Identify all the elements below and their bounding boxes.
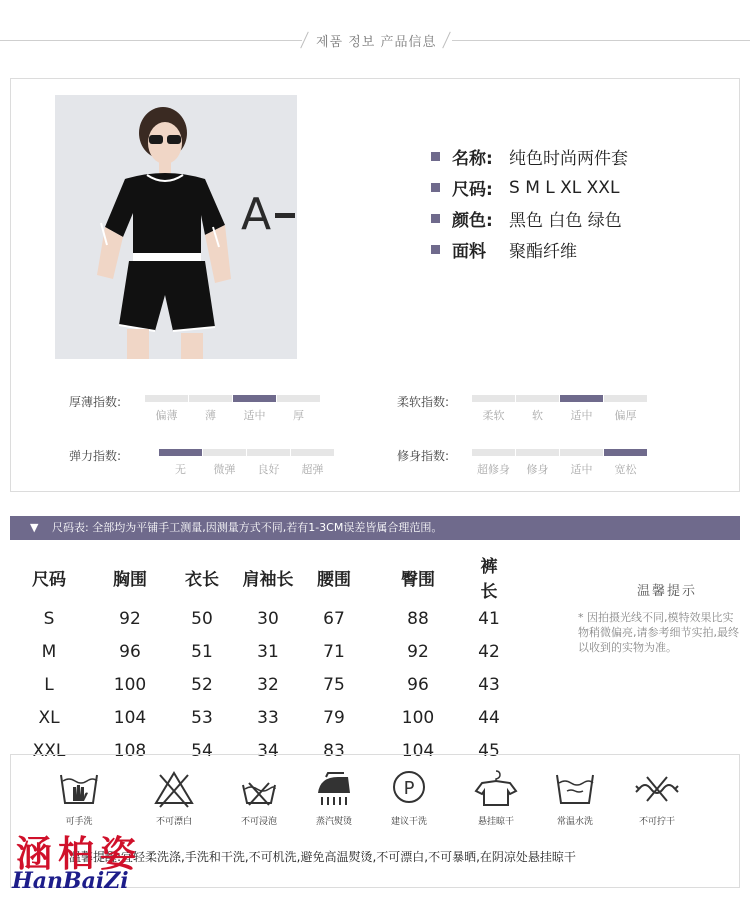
spec-value: S M L XL XXL [509, 177, 620, 198]
no-bleach-icon [152, 769, 196, 809]
spec-row-color [431, 203, 628, 234]
table-cell: 100 [113, 674, 147, 695]
index-bar [516, 395, 559, 402]
softness-index-label: 柔软指数: [397, 395, 450, 409]
table-cell: 52 [191, 674, 213, 695]
product-info-panel [10, 78, 740, 492]
table-row [14, 701, 502, 734]
index-bar [233, 395, 276, 402]
index-option-label: 良好 [257, 463, 280, 476]
table-cell: M [41, 641, 57, 662]
table-cell: XXL [32, 740, 66, 761]
col-header: 衣长 [185, 569, 219, 590]
tips-body: * 因拍摄光线不同,模特效果比实物稍微偏亮,请参考细节实拍,最终以收到的实物为准。 [578, 611, 739, 654]
table-cell: XL [38, 707, 60, 728]
fit-index-scale [472, 449, 648, 477]
index-option-label: 厚 [293, 409, 304, 422]
table-row [14, 668, 502, 701]
index-bar [560, 449, 603, 456]
index-option [604, 395, 647, 423]
index-option [291, 449, 334, 477]
index-bar [604, 449, 647, 456]
care-label: 蒸汽熨烫 [315, 817, 352, 827]
table-cell: 54 [191, 740, 213, 761]
table-cell: 79 [323, 707, 345, 728]
spec-row-name [431, 141, 628, 172]
size-chart-banner [10, 516, 740, 540]
table-row [14, 602, 502, 635]
table-cell: 34 [257, 740, 279, 761]
header-slash-right [442, 32, 451, 49]
index-bar [277, 395, 320, 402]
header-title: 제품 정보 产品信息 [316, 35, 437, 50]
care-label: 常温水洗 [556, 817, 593, 827]
table-cell: 53 [191, 707, 213, 728]
header-divider-right [452, 40, 750, 41]
index-bar [516, 449, 559, 456]
spec-value: 聚酯纤维 [509, 242, 577, 262]
index-option [472, 395, 515, 423]
table-cell: 42 [478, 641, 500, 662]
index-option-label: 薄 [205, 409, 216, 422]
spec-list [431, 141, 628, 265]
table-cell: 92 [119, 608, 141, 629]
care-label: 建议干洗 [390, 817, 427, 827]
hang-dry-icon [474, 769, 518, 809]
section-header [0, 28, 750, 52]
index-bar [472, 395, 515, 402]
care-item-hang-dry [456, 769, 536, 827]
product-photo [55, 95, 297, 359]
table-cell: 100 [401, 707, 435, 728]
index-option [203, 449, 246, 477]
index-option-label: 适中 [570, 409, 593, 422]
index-option [233, 395, 276, 423]
index-option [277, 395, 320, 423]
care-item-no-bleach [134, 769, 214, 827]
softness-index-scale [472, 395, 648, 423]
index-option [516, 395, 559, 423]
index-option-label: 偏厚 [614, 409, 637, 422]
index-option-label: 软 [532, 409, 543, 422]
care-label: 可手洗 [65, 817, 93, 827]
index-option-label: 超修身 [477, 463, 510, 476]
table-cell: 32 [257, 674, 279, 695]
size-table [14, 552, 502, 767]
brand-logo [6, 826, 206, 896]
index-option-label: 柔软 [482, 409, 505, 422]
elasticity-index-label: 弹力指数: [69, 449, 122, 463]
index-option [247, 449, 290, 477]
hand-wash-icon [57, 769, 101, 809]
table-cell: 104 [113, 707, 147, 728]
table-cell: 96 [119, 641, 141, 662]
index-option [560, 395, 603, 423]
index-option-label: 无 [175, 463, 186, 476]
svg-text:A: A [241, 189, 272, 240]
fit-index-label: 修身指数: [397, 449, 450, 463]
index-bar [159, 449, 202, 456]
table-cell: 108 [113, 740, 147, 761]
bullet-icon [431, 183, 440, 192]
table-cell: 43 [478, 674, 500, 695]
table-cell: 75 [323, 674, 345, 695]
spec-key: 颜色: [452, 211, 493, 231]
care-item-hand-wash [39, 769, 119, 827]
index-option [159, 449, 202, 477]
table-cell: 51 [191, 641, 213, 662]
care-item-no-soak [219, 769, 299, 827]
table-cell: 67 [323, 608, 345, 629]
tips-title: 温馨提示 [637, 584, 698, 599]
spec-row-fabric [431, 234, 628, 265]
care-note: 温馨提醒:宜轻柔洗涤,手洗和干洗,不可机洗,避免高温熨烫,不可漂白,不可暴晒,在阴凉处悬挂晾干 [69, 850, 576, 864]
table-cell: 45 [478, 740, 500, 761]
spec-key: 尺码: [452, 180, 493, 200]
header-divider-left [0, 40, 302, 41]
care-label: 不可浸泡 [240, 817, 277, 827]
no-wring-icon [635, 769, 679, 809]
bullet-icon [431, 152, 440, 161]
table-cell: 92 [407, 641, 429, 662]
table-cell: 31 [257, 641, 279, 662]
table-cell: 30 [257, 608, 279, 629]
index-bar [145, 395, 188, 402]
index-option-label: 适中 [570, 463, 593, 476]
care-item-normal-water [535, 769, 615, 827]
size-chart-note: 尺码表: 全部均为平铺手工测量,因测量方式不同,若有1-3CM误差皆属合理范围。 [52, 521, 443, 534]
index-option-label: 偏薄 [155, 409, 178, 422]
index-option-label: 超弹 [301, 463, 324, 476]
table-cell: 44 [478, 707, 500, 728]
spec-value: 纯色时尚两件套 [509, 149, 628, 169]
thickness-index-scale [145, 395, 321, 423]
care-label: 不可拧干 [638, 817, 675, 827]
svg-text:P: P [403, 778, 415, 799]
normal-water-icon [553, 769, 597, 809]
table-cell: S [43, 608, 55, 629]
table-cell: 41 [478, 608, 500, 629]
table-row [14, 635, 502, 668]
index-bar [560, 395, 603, 402]
table-cell: 71 [323, 641, 345, 662]
col-header: 裤长 [480, 557, 498, 602]
no-soak-icon [237, 769, 281, 809]
steam-iron-icon [312, 769, 356, 809]
table-cell: 33 [257, 707, 279, 728]
table-cell: 88 [407, 608, 429, 629]
dry-clean-icon [387, 769, 431, 809]
index-option-label: 修身 [526, 463, 549, 476]
index-bar [291, 449, 334, 456]
index-option [560, 449, 603, 477]
brand-logo-en: HanBaiZi [12, 868, 129, 894]
index-option [516, 449, 559, 477]
index-bar [472, 449, 515, 456]
index-bar [247, 449, 290, 456]
index-option [604, 449, 647, 477]
care-item-no-wring [617, 769, 697, 827]
care-item-steam-iron [294, 769, 374, 827]
bullet-icon [431, 214, 440, 223]
triangle-down-icon: ▼ [30, 521, 39, 534]
table-cell: 83 [323, 740, 345, 761]
elasticity-index-scale [159, 449, 335, 477]
col-header: 腰围 [317, 569, 351, 590]
col-header: 尺码 [32, 569, 66, 590]
care-item-dry-clean [369, 769, 449, 827]
col-header: 肩袖长 [242, 569, 294, 590]
index-bar [203, 449, 246, 456]
index-bar [189, 395, 232, 402]
index-option [189, 395, 232, 423]
care-label: 不可漂白 [155, 817, 192, 827]
col-header: 臀围 [401, 569, 435, 590]
index-option-label: 微弹 [213, 463, 236, 476]
spec-key: 面料 [452, 242, 486, 262]
table-cell: 104 [401, 740, 435, 761]
table-cell: 96 [407, 674, 429, 695]
table-cell: L [44, 674, 54, 695]
bullet-icon [431, 245, 440, 254]
spec-key: 名称: [452, 149, 493, 169]
thickness-index-label: 厚薄指数: [69, 395, 122, 409]
index-option [145, 395, 188, 423]
care-label: 悬挂晾干 [477, 817, 514, 827]
table-header-row [14, 552, 502, 602]
table-cell: 50 [191, 608, 213, 629]
spec-value: 黑色 白色 绿色 [509, 211, 622, 231]
col-header: 胸围 [113, 569, 147, 590]
index-option-label: 宽松 [614, 463, 637, 476]
brand-logo-cn: 涵柏姿 [16, 833, 143, 875]
index-option [472, 449, 515, 477]
index-bar [604, 395, 647, 402]
spec-row-size [431, 172, 628, 203]
index-option-label: 适中 [243, 409, 266, 422]
